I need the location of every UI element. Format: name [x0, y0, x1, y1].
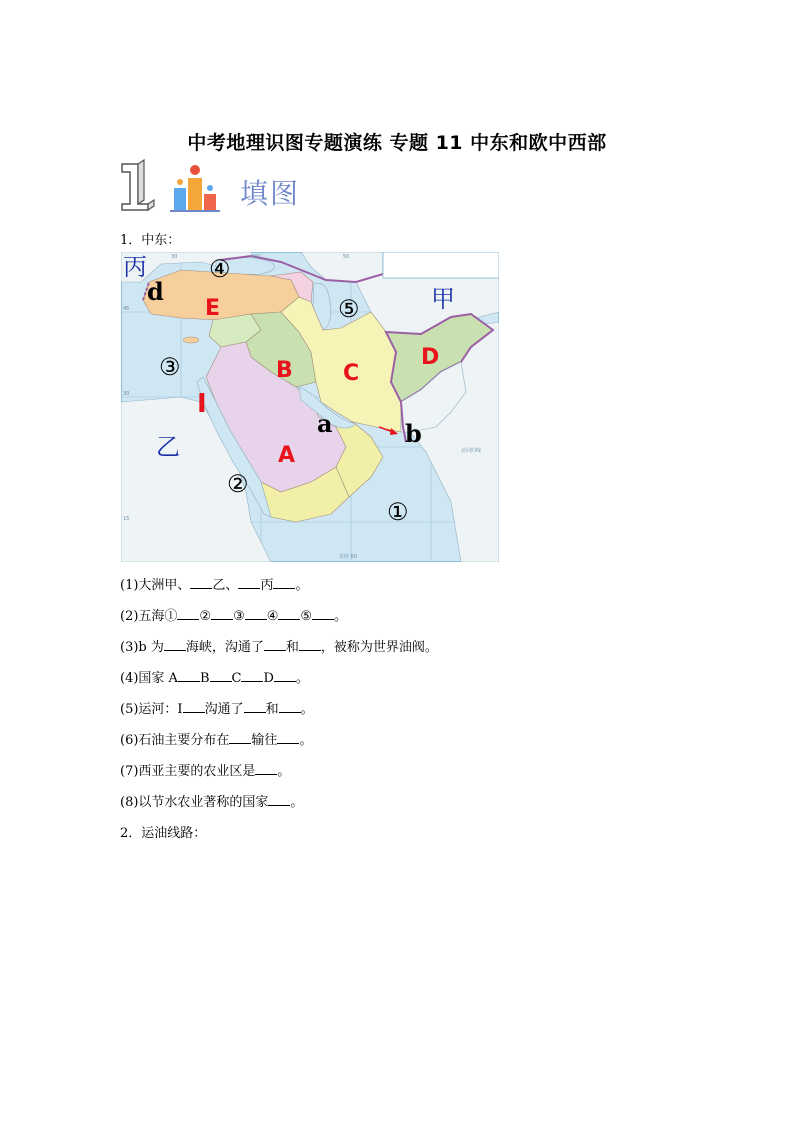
country-label-e: E: [205, 296, 221, 321]
question-text: (8)以节水农业著称的国家: [120, 795, 269, 810]
answer-blank[interactable]: [299, 640, 321, 651]
answer-blank[interactable]: [274, 671, 296, 682]
question-line: [120, 760, 290, 779]
sea-label-5: ⑤: [338, 295, 360, 323]
grid-label: 北回归线: [461, 448, 482, 454]
question-line: [120, 605, 347, 624]
answer-blank[interactable]: [210, 671, 232, 682]
question-line: [120, 698, 314, 717]
question-text: (5)运河：I: [120, 702, 183, 717]
answer-blank[interactable]: [273, 578, 295, 589]
point-label-d: d: [147, 277, 164, 306]
question-text: 沟通了: [204, 702, 244, 717]
question-text: (1)大洲甲、: [120, 578, 191, 593]
grid-label: 东经 60: [339, 554, 357, 560]
country-label-a: A: [278, 443, 296, 468]
answer-blank[interactable]: [241, 671, 263, 682]
question-text: 和: [265, 702, 279, 717]
answer-blank[interactable]: [238, 578, 260, 589]
question-text: 输往: [251, 733, 278, 748]
sea-label-4: ④: [209, 255, 231, 283]
canal-label: I: [197, 389, 207, 419]
question-text: 和: [285, 640, 299, 655]
country-label-d: D: [421, 345, 440, 370]
question-text: 。: [295, 671, 309, 686]
answer-blank[interactable]: [164, 640, 186, 651]
sea-label-1: ①: [387, 498, 409, 526]
country-label-b: B: [276, 358, 293, 383]
answer-blank[interactable]: [177, 609, 199, 620]
question-text: 。: [299, 733, 313, 748]
question-text: 乙、: [212, 578, 239, 593]
question-text: 。: [290, 795, 304, 810]
answer-blank[interactable]: [183, 702, 205, 713]
answer-blank[interactable]: [178, 671, 200, 682]
page-title: 中考地理识图专题演练 专题 11 中东和欧中西部: [187, 132, 607, 154]
question-text: (3)b 为: [120, 640, 164, 655]
question-line: [120, 729, 312, 748]
grid-label: 30: [123, 391, 130, 397]
grid-label: 40: [253, 254, 260, 260]
question-text: 。: [295, 578, 309, 593]
question-text: D: [263, 671, 274, 686]
question-text: ，被称为世界油阀。: [320, 640, 438, 655]
question-text: ④: [266, 609, 279, 624]
answer-blank[interactable]: [229, 733, 251, 744]
point-label-a: a: [317, 409, 333, 438]
question-text: 海峡，沟通了: [185, 640, 264, 655]
grid-label: 50: [343, 254, 350, 260]
question-line: [120, 791, 303, 810]
country-label-c: C: [343, 361, 360, 386]
answer-blank[interactable]: [268, 795, 290, 806]
question-line: [120, 667, 309, 686]
continent-label-bing: 丙: [123, 253, 147, 281]
question-line: [120, 574, 308, 593]
question-text: ②: [199, 609, 212, 624]
middle-east-map: [121, 252, 499, 562]
answer-blank[interactable]: [244, 702, 266, 713]
continent-label-yi: 乙: [156, 433, 180, 461]
question-text: 。: [334, 609, 348, 624]
question-1-label: 1．中东：: [120, 233, 181, 248]
answer-blank[interactable]: [277, 733, 299, 744]
question-text: B: [199, 671, 210, 686]
question-text: ⑤: [300, 609, 313, 624]
answer-blank[interactable]: [279, 702, 301, 713]
grid-label: 15: [123, 516, 130, 522]
answer-blank[interactable]: [245, 609, 267, 620]
question-text: C: [231, 671, 242, 686]
continent-label-jia: 甲: [431, 285, 455, 313]
grid-label: 30: [171, 254, 178, 260]
question-text: (6)石油主要分布在: [120, 733, 230, 748]
answer-blank[interactable]: [312, 609, 334, 620]
question-2-label: 2．运油线路：: [120, 826, 207, 841]
question-text: (2)五海①: [120, 609, 178, 624]
question-text: 丙: [260, 578, 274, 593]
answer-blank[interactable]: [190, 578, 212, 589]
answer-blank[interactable]: [211, 609, 233, 620]
answer-blank[interactable]: [278, 609, 300, 620]
question-line: [120, 636, 438, 655]
question-text: (7)西亚主要的农业区是: [120, 764, 256, 779]
section-header: [118, 158, 318, 216]
section-number-icon: [118, 158, 238, 216]
question-text: 。: [300, 702, 314, 717]
point-label-b: b: [405, 419, 422, 448]
question-text: (4)国家 A: [120, 671, 178, 686]
section-heading: 填图: [240, 177, 301, 210]
question-text: ③: [233, 609, 245, 624]
sea-label-2: ②: [227, 470, 249, 498]
sea-label-3: ③: [159, 353, 181, 381]
answer-blank[interactable]: [264, 640, 286, 651]
grid-label: 45: [123, 306, 130, 312]
answer-blank[interactable]: [255, 764, 277, 775]
question-text: 。: [277, 764, 291, 779]
